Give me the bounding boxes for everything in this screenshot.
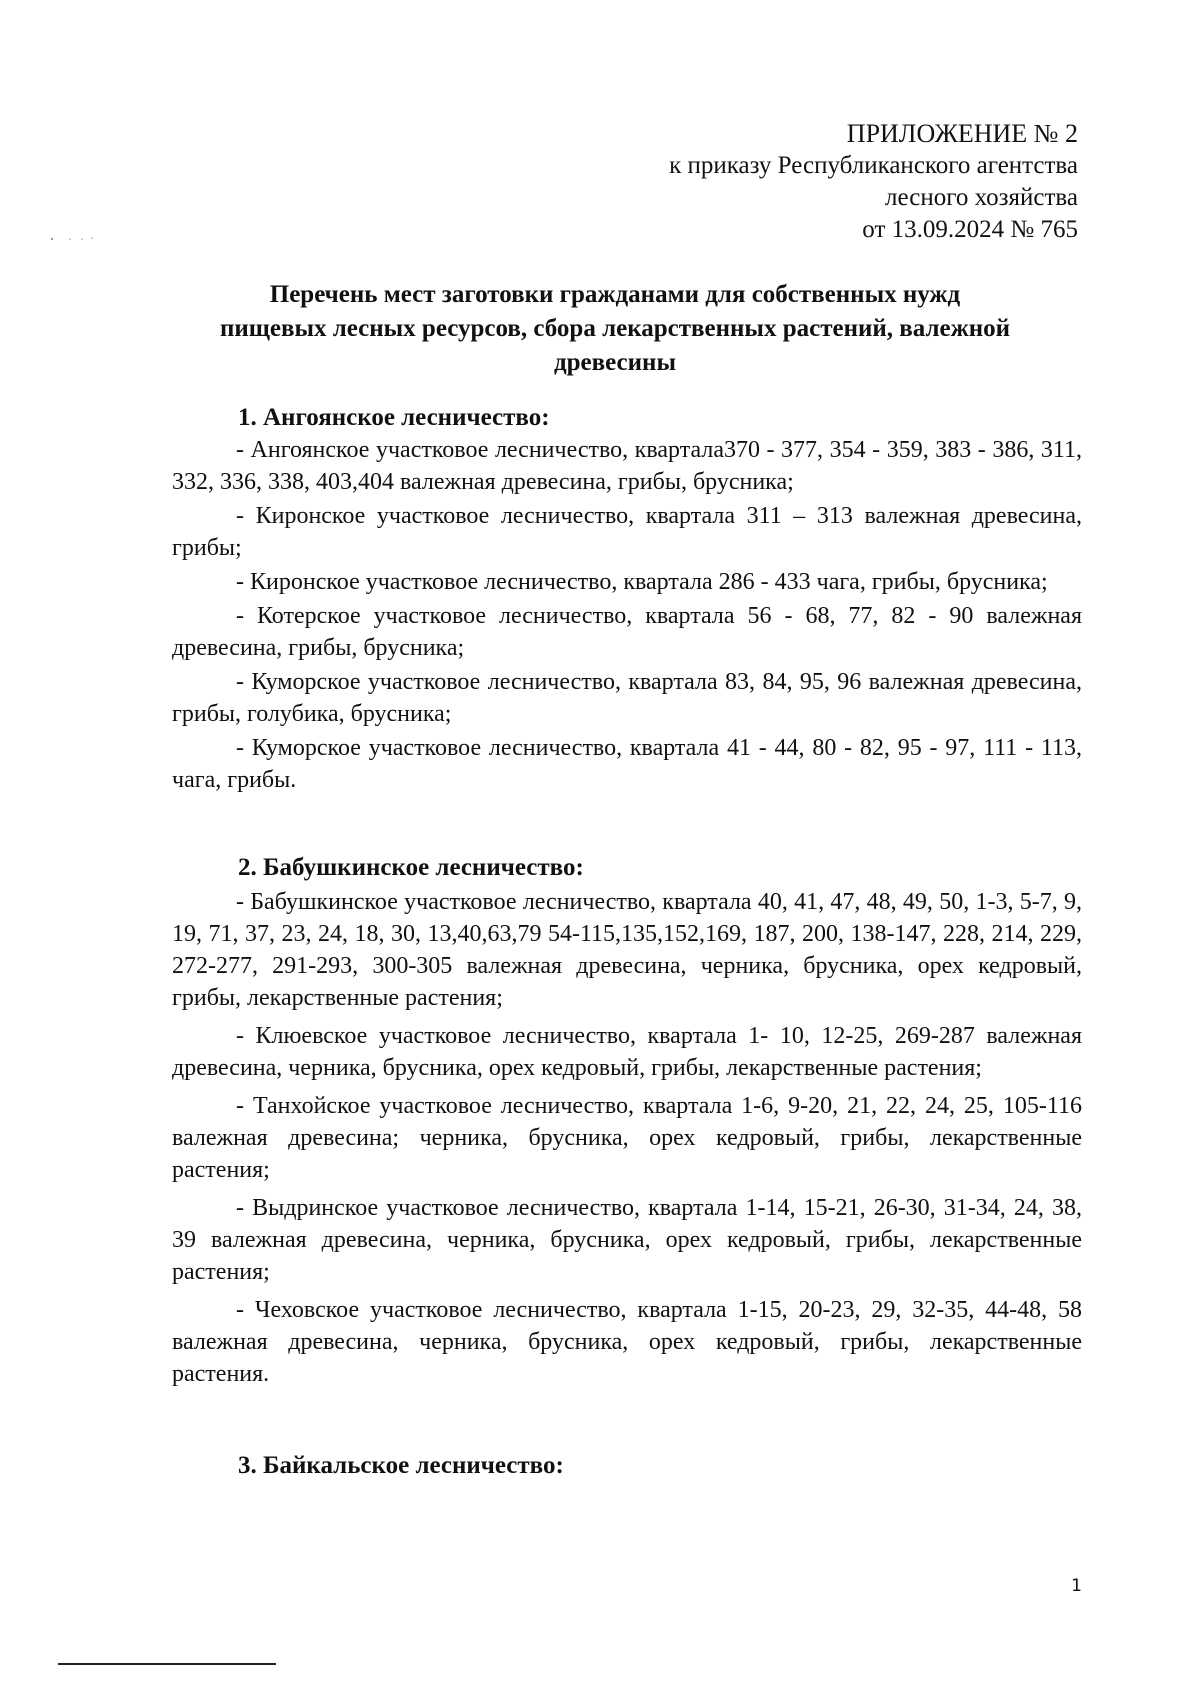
list-item: - Ангоянское участковое лесничество, квартала370 - 377, 354 - 359, 383 - 386, 311, 332, 336, 338, 403,404 валежная древесина, грибы, брусника; [172,437,1082,495]
page-number: 1 [1071,1576,1082,1596]
list-item: - Выдринское участковое лесничество, квартала 1-14, 15-21, 26-30, 31-34, 24, 38, 39 валежная древесина, черника, брусника, орех кедровый, грибы, лекарственные растения; [172,1195,1082,1285]
document-title [150,278,1080,380]
annex-header [669,118,1078,246]
list-item: - Киронское участковое лесничество, квартала 311 – 313 валежная древесина, грибы; [172,503,1082,561]
document-title-line-1: Перечень мест заготовки гражданами для собственных нужд [269,281,961,308]
annex-date-line: от 13.09.2024 № 765 [862,216,1078,243]
section-heading-angoyan: 1. Ангоянское лесничество: [238,404,550,431]
list-item: - Бабушкинское участковое лесничество, квартала 40, 41, 47, 48, 49, 50, 1-3, 5-7, 9, 19, 71, 37, 23, 24, 18, 30, 13,40,63,79 54-115,135,152,169, 187, 200, 138-147, 228, 214, 229, 272-277, 291-293, 300-305 валежная древесина, черника, брусника, орех кедровый, грибы, лекарственные растения; [172,889,1082,1011]
section-babushkin-entries [172,886,1082,1396]
annex-order-line: к приказу Республиканского агентства [669,152,1078,179]
document-title-line-3: древесины [554,349,676,376]
section-heading-baikal: 3. Байкальское лесничество: [238,1452,564,1479]
list-item: - Чеховское участковое лесничество, квартала 1-15, 20-23, 29, 32-35, 44-48, 58 валежная древесина, черника, брусника, орех кедровый, грибы, лекарственные растения. [172,1297,1082,1387]
list-item: - Киронское участковое лесничество, квартала 286 - 433 чага, грибы, брусника; [236,569,1048,595]
list-item: - Куморское участковое лесничество, квартала 41 - 44, 80 - 82, 95 - 97, 111 - 113, чага, грибы. [172,735,1082,793]
annex-agency-line: лесного хозяйства [885,184,1078,211]
scan-artifact [48,236,108,242]
annex-title: ПРИЛОЖЕНИЕ № 2 [846,119,1078,148]
list-item: - Котерское участковое лесничество, квартала 56 - 68, 77, 82 - 90 валежная древесина, грибы, брусника; [172,603,1082,661]
section-angoyan-entries [172,434,1082,798]
section-heading-babushkin: 2. Бабушкинское лесничество: [238,854,584,881]
document-title-line-2: пищевых лесных ресурсов, сбора лекарственных растений, валежной [219,315,1011,342]
footer-divider [58,1663,276,1665]
list-item: - Куморское участковое лесничество, квартала 83, 84, 95, 96 валежная древесина, грибы, голубика, брусника; [172,669,1082,727]
list-item: - Танхойское участковое лесничество, квартала 1-6, 9-20, 21, 22, 24, 25, 105-116 валежная древесина; черника, брусника, орех кедровый, грибы, лекарственные растения; [172,1093,1082,1183]
list-item: - Клюевское участковое лесничество, квартала 1- 10, 12-25, 269-287 валежная древесина, черника, брусника, орех кедровый, грибы, лекарственные растения; [172,1023,1082,1081]
